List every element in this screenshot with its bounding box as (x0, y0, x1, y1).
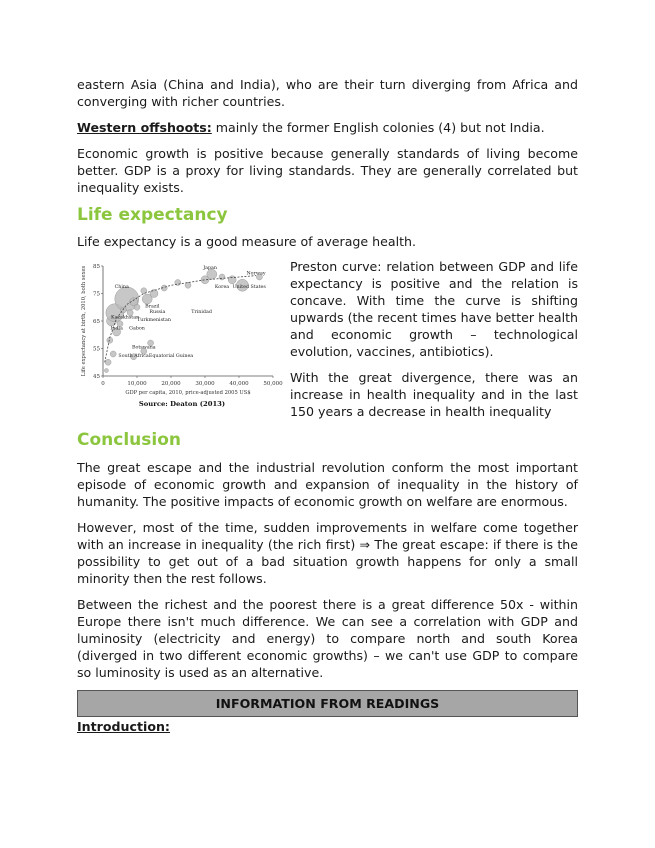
x-tick-label: 50,000 (263, 381, 283, 387)
western-offshoots-label: Western offshoots: (77, 120, 212, 135)
y-tick-label: 45 (93, 374, 100, 380)
data-point (150, 290, 158, 298)
paragraph-conclusion-1: The great escape and the industrial revolution conform the most important episode of economic growth and expansion of inequality in the history of humanity. The positive impacts of economic growth on welfare are enormous. (77, 460, 578, 509)
paragraph-preston-curve: Preston curve: relation between GDP and life expectancy is positive and the relation is concave. With time the curve is shifting upwards (the recent times have better health and economic growth – technological evolution, vaccines, antibiotics). (290, 259, 578, 359)
readings-banner: INFORMATION FROM READINGS (77, 690, 578, 717)
y-tick-label: 75 (93, 291, 100, 298)
country-label: Equatorial Guinea (148, 353, 194, 359)
paragraph-asia: eastern Asia (China and India), who are their turn diverging from Africa and converging with richer countries. (77, 77, 578, 109)
country-label: South Africa (118, 353, 149, 359)
paragraph-life-intro: Life expectancy is a good measure of average health. (77, 234, 417, 249)
country-label: India (110, 326, 123, 332)
x-tick-label: 10,000 (127, 381, 147, 387)
country-label: China (114, 285, 129, 290)
document-body (77, 76, 578, 735)
paragraph-great-divergence: With the great divergence, there was an increase in health inequality and in the last 150 years a decrease in health inequality (290, 370, 578, 419)
paragraph-conclusion-3: Between the richest and the poorest there is a great difference 50x - within Europe there isn't much difference. We can see a correlation with GDP and luminosity (electricity and energy) to compare north and south Korea (diverged in two different economic growths) – we can't use GDP to compare so luminosity is used as an alternative. (77, 597, 578, 680)
heading-life-expectancy: Life expectancy (77, 205, 228, 225)
paragraph-conclusion-2: However, most of the time, sudden improvements in welfare come together with an increase in inequality (the rich first) ⇒ The great escape: if there is the possibility to get out of a bad situation growth happens for only a small minority then the rest follows. (77, 520, 578, 586)
data-point (105, 359, 111, 365)
x-tick-label: 30,000 (195, 381, 215, 387)
data-point (219, 274, 225, 280)
data-point (104, 369, 108, 373)
paragraph-western-offshoots (77, 119, 578, 136)
country-label: Norway (246, 271, 266, 277)
country-label: Korea (214, 285, 230, 290)
country-label: Kazakhstan (111, 315, 140, 321)
introduction-label: Introduction: (77, 719, 170, 734)
preston-curve-figure (77, 258, 283, 414)
data-point (110, 351, 116, 357)
x-tick-label: 0 (101, 381, 105, 387)
paragraph-economic-growth: Economic growth is positive because generally standards of living become better. GDP is a proxy for living standards. They are generally correlated but inequality exists. (77, 146, 578, 195)
country-label: United States (232, 285, 266, 290)
y-tick-label: 85 (93, 264, 100, 270)
country-label: Botswana (131, 345, 156, 351)
country-label: Brazil (145, 304, 160, 310)
data-point (134, 304, 140, 310)
x-tick-label: 40,000 (229, 381, 249, 387)
chart-source: Source: Deaton (2013) (138, 400, 226, 408)
x-tick-label: 20,000 (161, 381, 181, 387)
x-axis-title: GDP per capita, 2010, price-adjusted 2005 US$ (125, 390, 251, 396)
data-point (207, 269, 217, 279)
figure-with-text (77, 258, 578, 420)
preston-curve-chart (77, 258, 283, 414)
heading-conclusion: Conclusion (77, 430, 181, 450)
y-tick-label: 65 (93, 319, 100, 325)
country-label: Russia (149, 309, 166, 315)
y-tick-label: 55 (93, 346, 100, 353)
country-label: Trinidad (191, 309, 212, 315)
country-label: Japan (203, 265, 218, 271)
country-label: Gabon (129, 326, 145, 332)
figure-side-text (290, 258, 578, 420)
western-offshoots-text: mainly the former English colonies (4) but not India. (211, 120, 545, 135)
y-axis-title: Life expectancy at birth, 2010, both sexes (81, 265, 87, 377)
country-label: Turkmenistan (137, 318, 171, 323)
